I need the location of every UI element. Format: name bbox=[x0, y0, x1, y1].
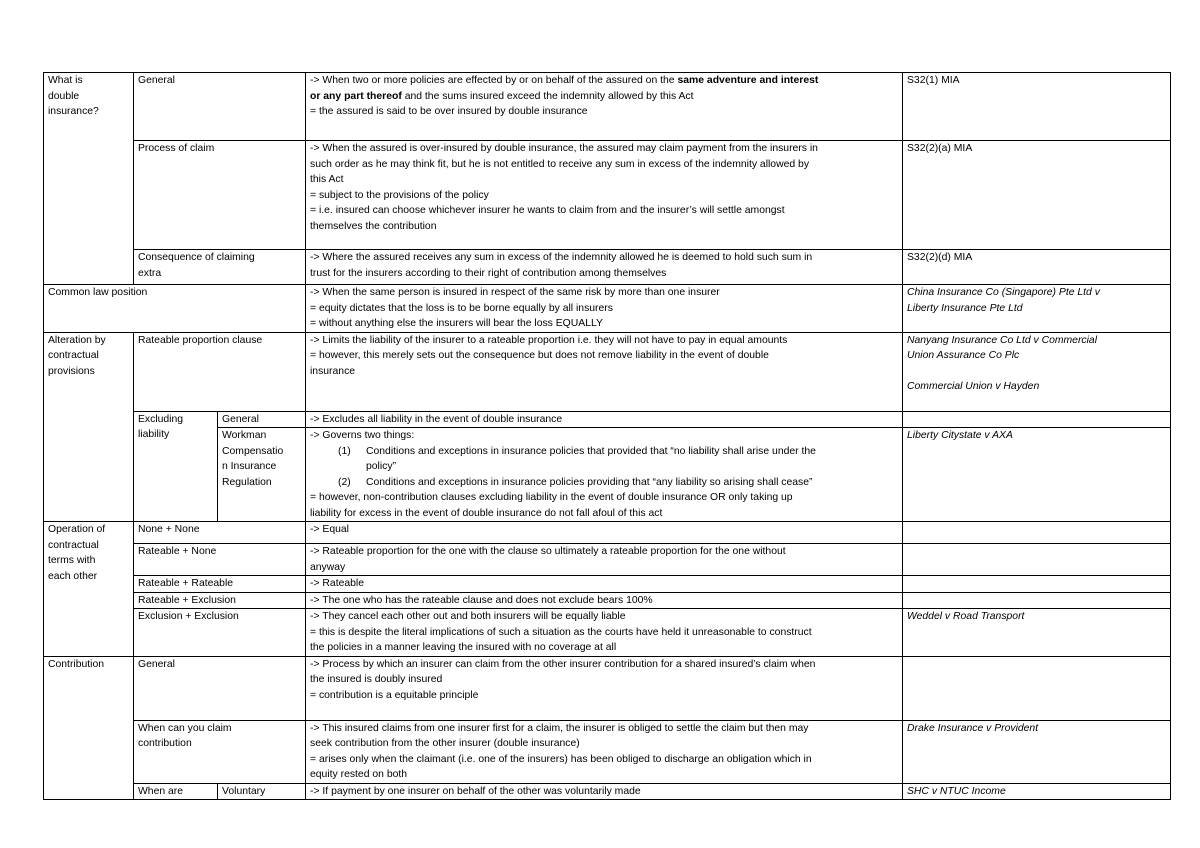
description-cell: -> When two or more policies are effected by or on behalf of the assured on the same adventure and interest or any part thereof and the sums insured exceed the indemnity allowed by this Act = the assured is said to be over insured by double insurance bbox=[306, 73, 903, 141]
subtopic-detail-cell: Voluntary bbox=[218, 783, 306, 800]
table-row bbox=[44, 285, 1171, 333]
table-row bbox=[44, 73, 1171, 141]
description-cell: -> They cancel each other out and both insurers will be equally liable = this is despite the literal implications of such a situation as the courts have held it unreasonable to construct the policies in a manner leaving the insured with no coverage at all bbox=[306, 609, 903, 657]
authority-cell bbox=[903, 656, 1171, 720]
description-cell: -> Limits the liability of the insurer to a rateable proportion i.e. they will not have to pay in equal amounts = however, this merely sets out the consequence but does not remove liability in the event of double insurance bbox=[306, 332, 903, 411]
authority-cell bbox=[903, 544, 1171, 576]
table-row bbox=[44, 592, 1171, 609]
table-row bbox=[44, 544, 1171, 576]
subtopic-cell: Rateable + None bbox=[134, 544, 306, 576]
table-row bbox=[44, 656, 1171, 720]
description-cell: -> When the same person is insured in respect of the same risk by more than one insurer = equity dictates that the loss is to be borne equally by all insurers = without anything else the insurers will bear the loss EQUALLY bbox=[306, 285, 903, 333]
authority-cell: Weddel v Road Transport bbox=[903, 609, 1171, 657]
topic-cell: Common law position bbox=[44, 285, 306, 333]
subtopic-cell: Process of claim bbox=[134, 141, 306, 250]
authority-cell: China Insurance Co (Singapore) Pte Ltd v Liberty Insurance Pte Ltd bbox=[903, 285, 1171, 333]
description-cell: -> Equal bbox=[306, 522, 903, 544]
description-cell: -> If payment by one insurer on behalf of the other was voluntarily made bbox=[306, 783, 903, 800]
table-row bbox=[44, 783, 1171, 800]
subtopic-cell: When are bbox=[134, 783, 218, 800]
authority-cell bbox=[903, 411, 1171, 428]
authority-cell bbox=[903, 576, 1171, 593]
list-item-continuation: policy” bbox=[366, 461, 397, 472]
subtopic-cell: Exclusion + Exclusion bbox=[134, 609, 306, 657]
description-cell: -> Governs two things: (1) Conditions and exceptions in insurance policies that provided that “no liability shall arise under the policy” (2) Conditions and exceptions in insurance policies providing that “any liability so arising shall cease” = however, non-contribution clauses excluding liability in the event of double insurance OR only taking up liability for excess in the event of double insurance do not fall afoul of this act bbox=[306, 428, 903, 522]
description-cell: -> Excludes all liability in the event of double insurance bbox=[306, 411, 903, 428]
authority-cell: Drake Insurance v Provident bbox=[903, 720, 1171, 783]
list-item: (1) Conditions and exceptions in insurance policies that provided that “no liability shall arise under the bbox=[338, 445, 816, 457]
table-row bbox=[44, 141, 1171, 250]
subtopic-cell: Consequence of claiming extra bbox=[134, 250, 306, 285]
authority-cell bbox=[903, 592, 1171, 609]
table-row bbox=[44, 250, 1171, 285]
table-row bbox=[44, 576, 1171, 593]
subtopic-cell: Rateable + Rateable bbox=[134, 576, 306, 593]
authority-cell: Liberty Citystate v AXA bbox=[903, 428, 1171, 522]
description-cell: -> This insured claims from one insurer first for a claim, the insurer is obliged to settle the claim but then may seek contribution from the other insurer (double insurance) = arises only when the claimant (i.e. one of the insurers) has been obliged to discharge an obligation which in equity rested on both bbox=[306, 720, 903, 783]
subtopic-cell: None + None bbox=[134, 522, 306, 544]
description-cell: -> When the assured is over-insured by double insurance, the assured may claim payment from the insurers in such order as he may think fit, but he is not entitled to receive any sum in excess of the indemnity allowed by this Act = subject to the provisions of the policy = i.e. insured can choose whichever insurer he wants to claim from and the insurer’s will settle amongst themselves the contribution bbox=[306, 141, 903, 250]
table-row bbox=[44, 609, 1171, 657]
subtopic-cell: Excluding liability bbox=[134, 411, 218, 522]
topic-cell: Contribution bbox=[44, 656, 134, 800]
subtopic-cell: Rateable + Exclusion bbox=[134, 592, 306, 609]
description-cell: -> Process by which an insurer can claim from the other insurer contribution for a shared insured’s claim when the insured is doubly insured = contribution is a equitable principle bbox=[306, 656, 903, 720]
description-cell: -> The one who has the rateable clause and does not exclude bears 100% bbox=[306, 592, 903, 609]
subtopic-cell: Rateable proportion clause bbox=[134, 332, 306, 411]
table-row bbox=[44, 411, 1171, 428]
description-cell: -> Rateable bbox=[306, 576, 903, 593]
table-row bbox=[44, 332, 1171, 411]
subtopic-cell: When can you claim contribution bbox=[134, 720, 306, 783]
subtopic-detail-cell: Workman Compensatio n Insurance Regulation bbox=[218, 428, 306, 522]
authority-cell: Nanyang Insurance Co Ltd v Commercial Union Assurance Co Plc Commercial Union v Hayden bbox=[903, 332, 1171, 411]
authority-cell: S32(2)(a) MIA bbox=[903, 141, 1171, 250]
description-cell: -> Where the assured receives any sum in excess of the indemnity allowed he is deemed to hold such sum in trust for the insurers according to their right of contribution among themselves bbox=[306, 250, 903, 285]
table-row bbox=[44, 720, 1171, 783]
subtopic-cell: General bbox=[134, 656, 306, 720]
list-item: (2) Conditions and exceptions in insurance policies providing that “any liability so arising shall cease” bbox=[338, 476, 813, 488]
topic-cell: Alteration by contractual provisions bbox=[44, 332, 134, 522]
subtopic-cell: General bbox=[134, 73, 306, 141]
double-insurance-table bbox=[43, 72, 1171, 800]
topic-cell: What is double insurance? bbox=[44, 73, 134, 285]
authority-cell: S32(1) MIA bbox=[903, 73, 1171, 141]
authority-cell: S32(2)(d) MIA bbox=[903, 250, 1171, 285]
subtopic-detail-cell: General bbox=[218, 411, 306, 428]
notes-page bbox=[43, 72, 1170, 800]
table-row bbox=[44, 522, 1171, 544]
description-cell: -> Rateable proportion for the one with the clause so ultimately a rateable proportion for the one without anyway bbox=[306, 544, 903, 576]
authority-cell bbox=[903, 522, 1171, 544]
topic-cell: Operation of contractual terms with each other bbox=[44, 522, 134, 657]
authority-cell: SHC v NTUC Income bbox=[903, 783, 1171, 800]
